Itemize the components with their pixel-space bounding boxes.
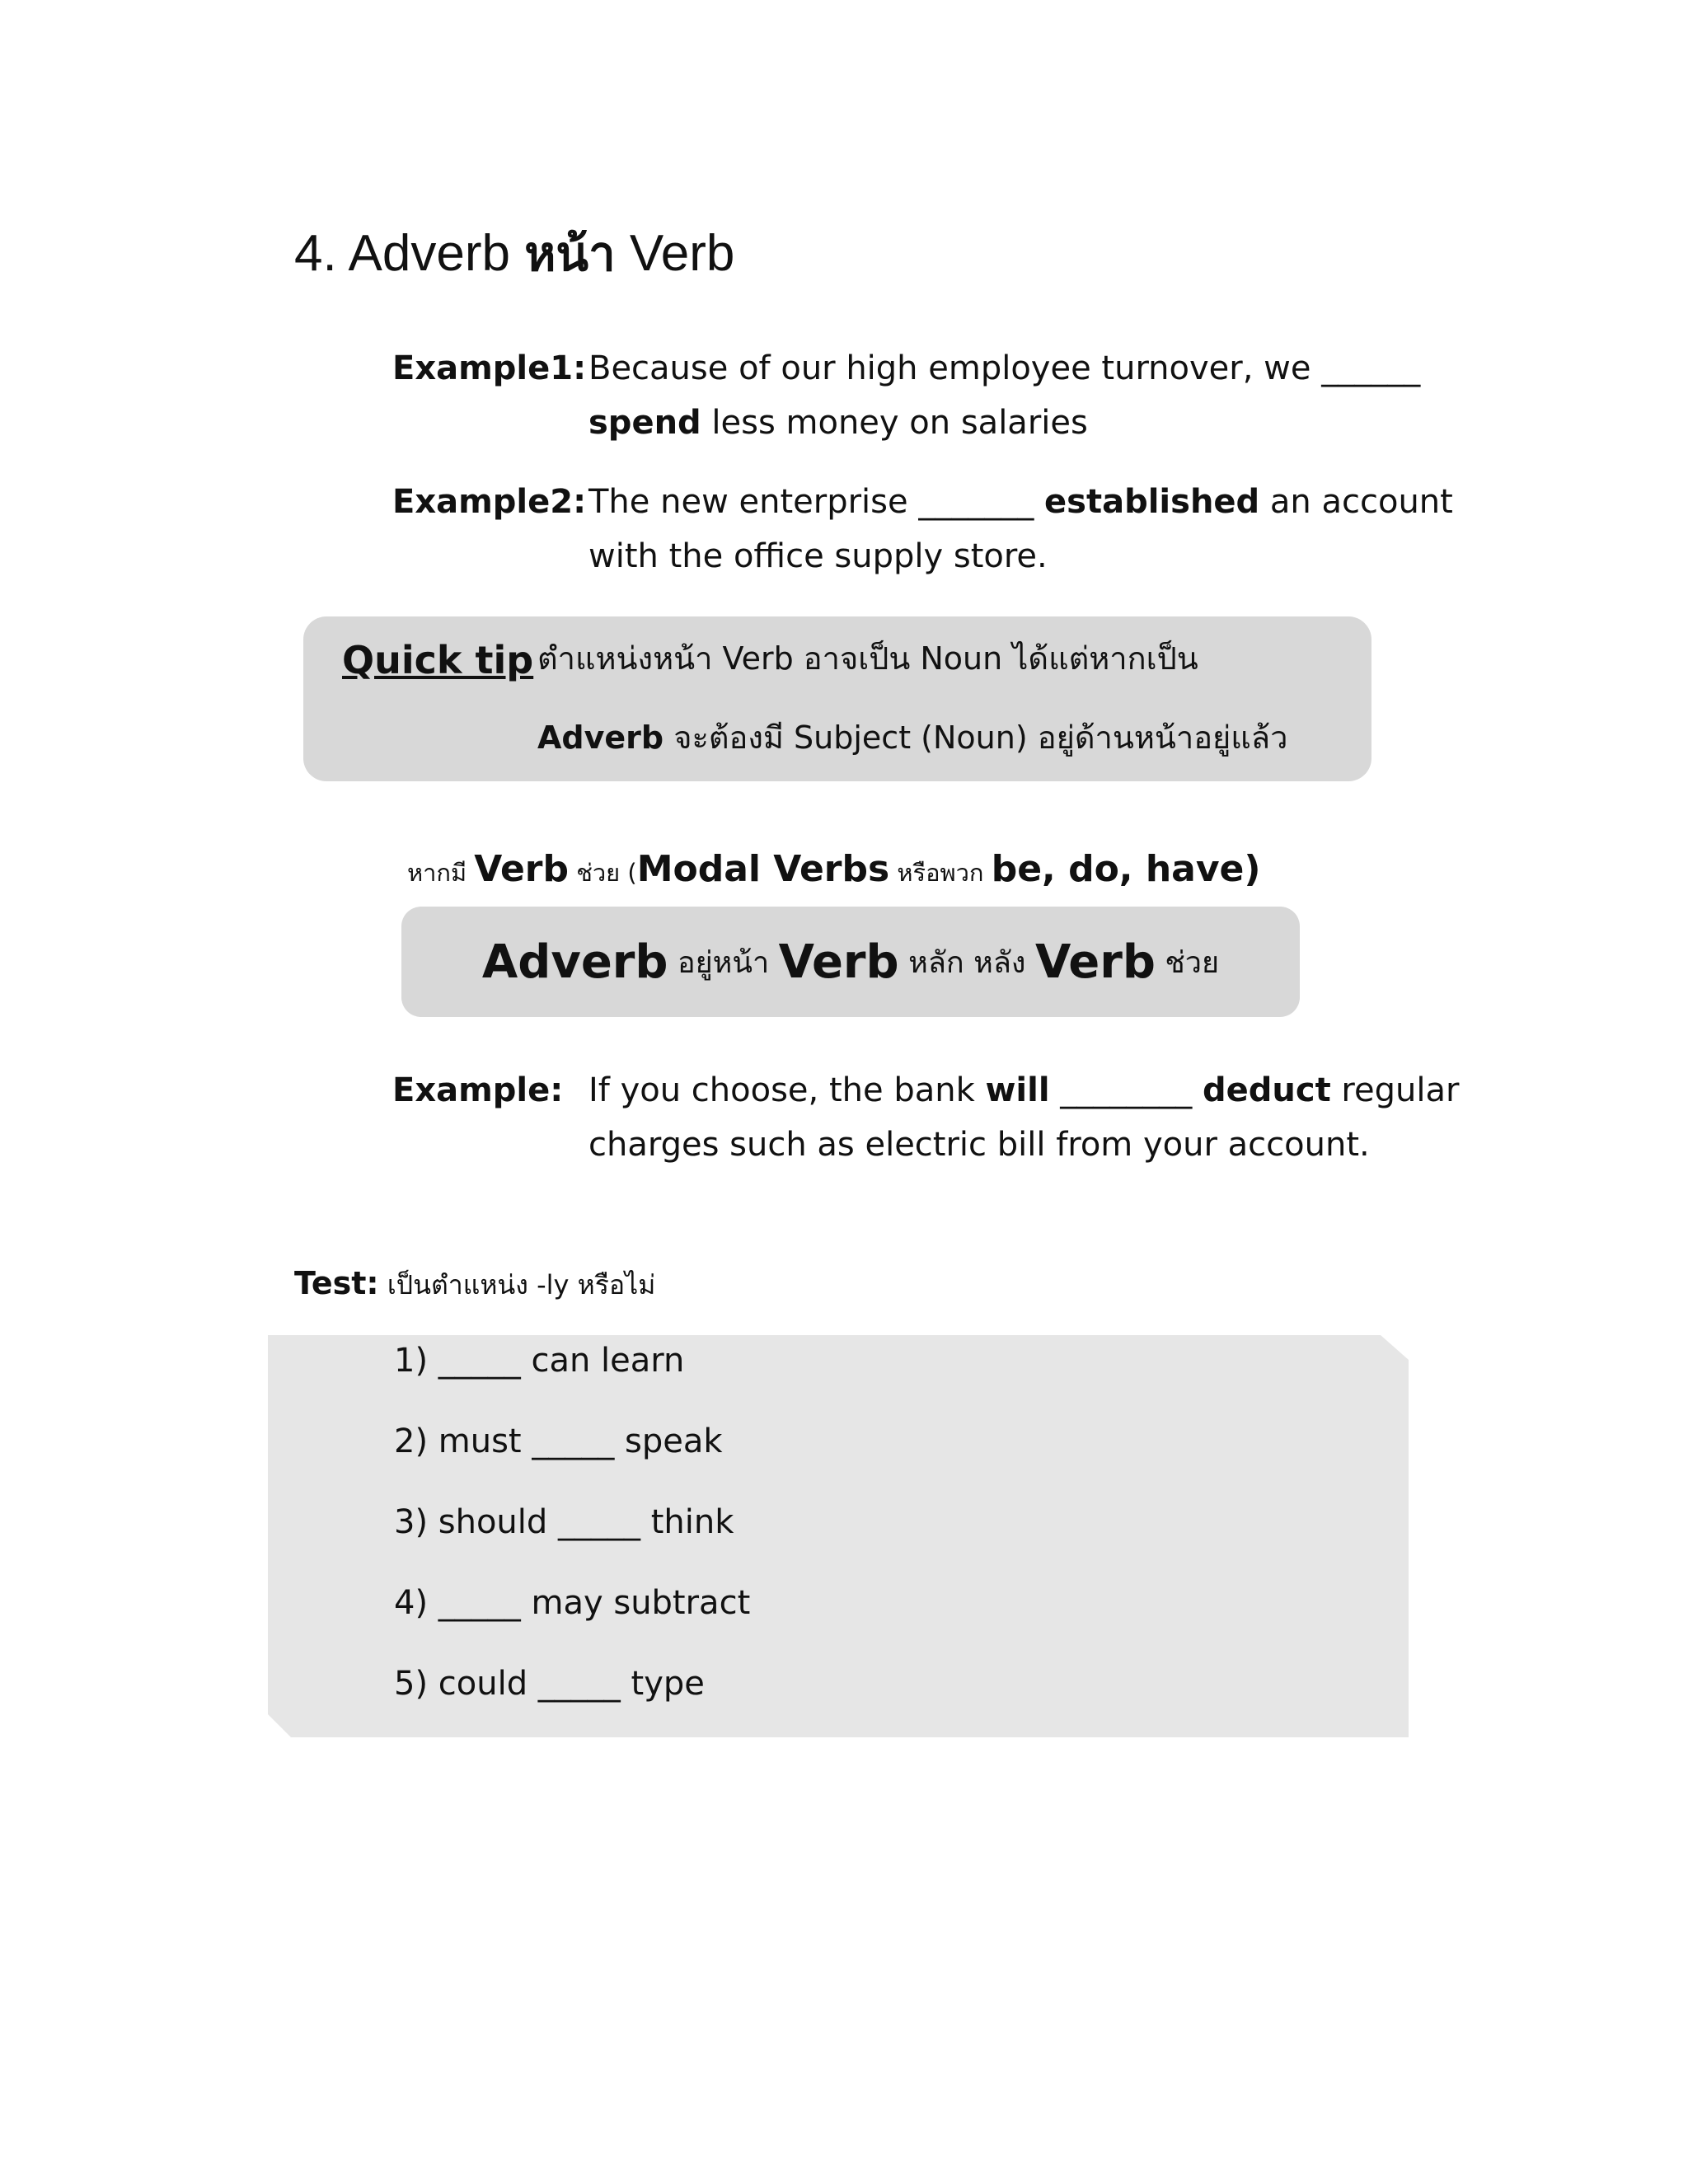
example2-line1 [588, 475, 1685, 529]
example3-part: If you choose, the bank [588, 1071, 986, 1109]
modal-note-part: หากมี [407, 859, 475, 887]
example3-part: ________ [1049, 1071, 1203, 1109]
modal-note-bold: Verb [474, 848, 569, 890]
test-item: 2) must _____ speak [394, 1422, 723, 1460]
test-desc: เป็นตำแหน่ง -ly หรือไม่ [378, 1269, 656, 1301]
example1-rest: less money on salaries [701, 404, 1088, 442]
modal-note-part: หรือพวก [889, 859, 992, 887]
example3-part: regular [1330, 1071, 1460, 1109]
rule-bold: Verb [778, 935, 899, 989]
page-title [294, 221, 734, 287]
example2-bold: established [1044, 483, 1260, 521]
test-item: 1) _____ can learn [394, 1342, 685, 1380]
example3-label: Example: [392, 1071, 564, 1109]
title-suffix: Verb [615, 225, 735, 282]
quick-tip-line2 [537, 710, 1287, 765]
test-heading [294, 1256, 655, 1312]
rule-part: ช่วย [1155, 945, 1220, 980]
title-thai: หน้า [524, 226, 616, 282]
rule-part: อยู่หน้า [668, 945, 779, 980]
test-item: 4) _____ may subtract [394, 1584, 751, 1622]
example2-label: Example2: [392, 483, 587, 521]
quick-tip-rest: จะต้องมี Subject (Noun) อยู่ด้านหน้าอยู่แล้ว [663, 719, 1288, 756]
modal-note-part: ช่วย ( [568, 859, 637, 887]
example2-post: an account [1259, 483, 1453, 521]
example3-line2: charges such as electric bill from your account. [588, 1126, 1370, 1164]
rule-text [401, 907, 1300, 1017]
example2-line2: with the office supply store. [588, 537, 1048, 575]
example3-bold: will [985, 1071, 1050, 1109]
example3-line1 [588, 1063, 1685, 1118]
example1-bold: spend [588, 404, 701, 442]
rule-bold: Adverb [481, 935, 668, 989]
modal-note-bold: be, do, have) [991, 848, 1261, 890]
example2-text [588, 475, 1685, 583]
quick-tip-label: Quick tip [342, 638, 534, 682]
test-label: Test: [294, 1265, 379, 1301]
test-item: 5) could _____ type [394, 1665, 705, 1703]
example1-line2 [588, 396, 1685, 450]
example1-label: Example1: [392, 349, 587, 387]
quick-tip-line1: ตำแหน่งหน้า Verb อาจเป็น Noun ได้แต่หากเป็น [537, 640, 1198, 677]
rule-part: หลัก หลัง [898, 945, 1035, 980]
example3-text [588, 1063, 1685, 1172]
rule-bold: Verb [1034, 935, 1156, 989]
example3-bold: deduct [1203, 1071, 1331, 1109]
example1-line1: Because of our high employee turnover, we ______ [588, 349, 1421, 387]
test-item: 3) should _____ think [394, 1503, 734, 1541]
example1-text [588, 341, 1685, 450]
example2-pre: The new enterprise _______ [588, 483, 1045, 521]
modal-note-bold: Modal Verbs [636, 848, 890, 890]
quick-tip-bold: Adverb [537, 719, 664, 756]
title-prefix: 4. Adverb [294, 225, 525, 282]
modal-verbs-note [407, 841, 1260, 902]
